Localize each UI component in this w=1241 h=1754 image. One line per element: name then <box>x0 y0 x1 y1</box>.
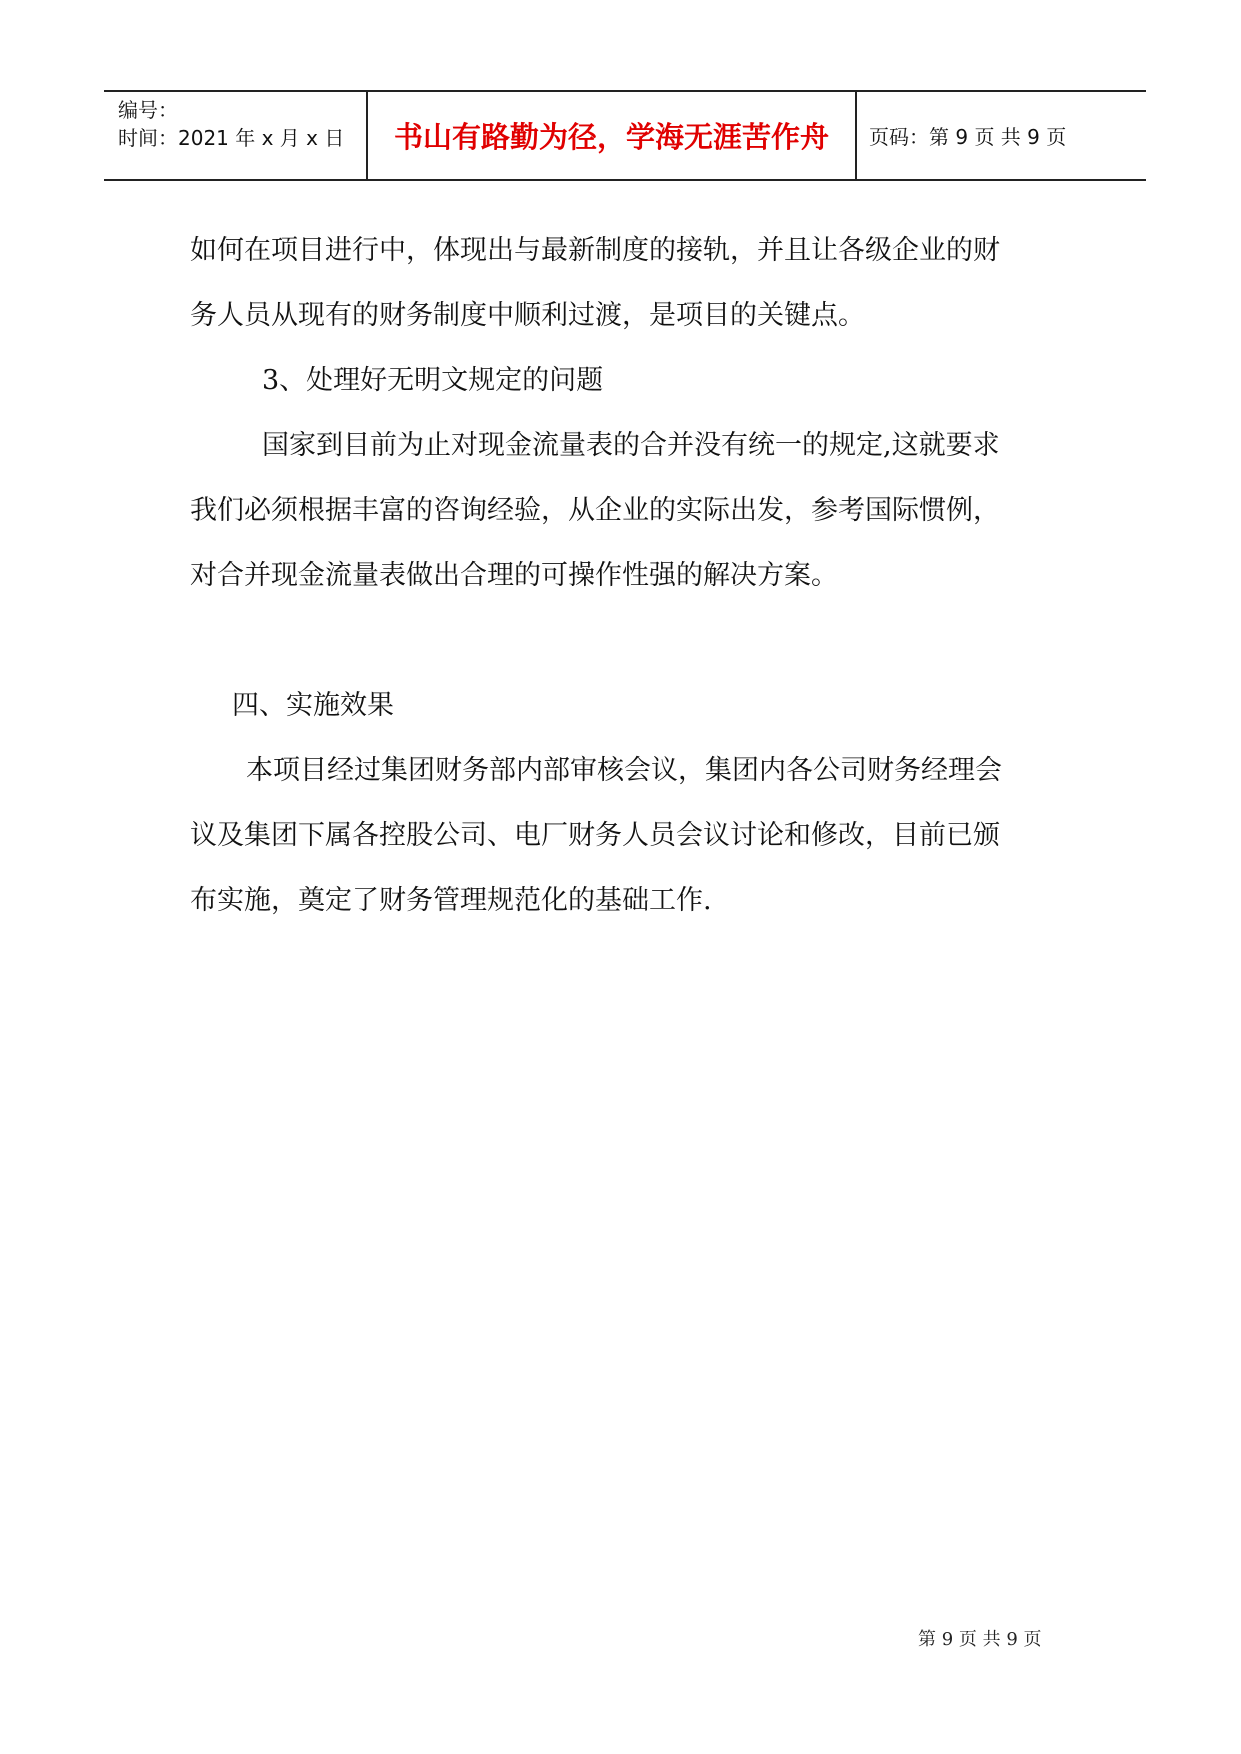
document-time-label: 时间：2021 年 x 月 x 日 <box>118 126 345 150</box>
section-heading-4: 四、实施效果 <box>232 690 394 721</box>
document-body <box>190 218 1070 933</box>
paragraph-line: 本项目经过集团财务部内部审核会议，集团内各公司财务经理会 <box>246 755 1002 786</box>
paragraph-line: 对合并现金流量表做出合理的可操作性强的解决方案。 <box>190 560 838 591</box>
paragraph-line: 议及集团下属各控股公司、电厂财务人员会议讨论和修改，目前已颁 <box>190 820 1000 851</box>
blank-line <box>190 608 1070 673</box>
paragraph-line: 我们必须根据丰富的咨询经验，从企业的实际出发，参考国际惯例， <box>190 495 1000 526</box>
paragraph-line: 布实施，奠定了财务管理规范化的基础工作. <box>190 885 712 916</box>
header-page-info: 页码：第 9 页 共 9 页 <box>869 125 1067 149</box>
paragraph-line: 如何在项目进行中，体现出与最新制度的接轨，并且让各级企业的财 <box>190 235 1000 266</box>
subheading-3: 3、处理好无明文规定的问题 <box>262 365 604 396</box>
header-meta-cell <box>104 92 368 179</box>
page-footer-number: 第 9 页 共 9 页 <box>918 1629 1042 1650</box>
document-number-label: 编号： <box>118 98 178 122</box>
paragraph-line: 务人员从现有的财务制度中顺利过渡，是项目的关键点。 <box>190 300 865 331</box>
document-header <box>104 90 1146 181</box>
header-motto: 书山有路勤为径，学海无涯苦作舟 <box>368 92 857 179</box>
paragraph-line: 国家到目前为止对现金流量表的合并没有统一的规定,这就要求 <box>262 430 1000 461</box>
